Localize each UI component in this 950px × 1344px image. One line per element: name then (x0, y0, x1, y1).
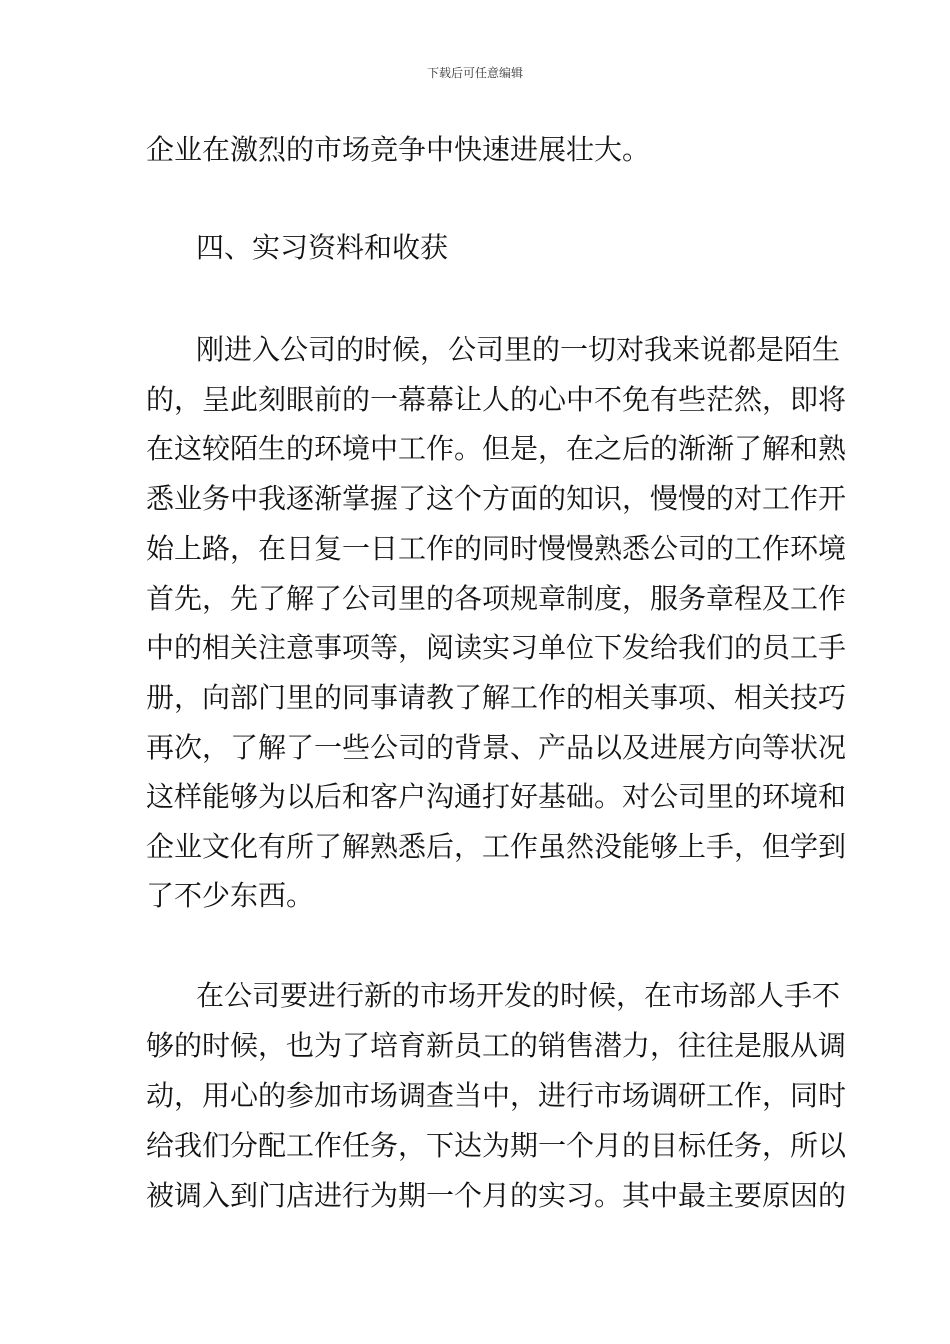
paragraph-line: 了不少东西。 (146, 879, 315, 912)
paragraph-line: 中的相关注意事项等，阅读实习单位下发给我们的员工手 (146, 631, 847, 664)
paragraph-line: 的，呈此刻眼前的一幕幕让人的心中不免有些茫然，即将 (146, 383, 847, 416)
section-heading: 四、实习资料和收获 (196, 231, 449, 264)
paragraph-line: 企业文化有所了解熟悉后，工作虽然没能够上手，但学到 (146, 830, 847, 863)
paragraph-line: 首先，先了解了公司里的各项规章制度，服务章程及工作 (146, 582, 847, 615)
page-header: 下载后可任意编辑 (426, 66, 523, 80)
paragraph-line: 在公司要进行新的市场开发的时候，在市场部人手不 (196, 979, 841, 1012)
paragraph-line: 始上路，在日复一日工作的同时慢慢熟悉公司的工作环境 (146, 532, 847, 565)
paragraph-line: 够的时候，也为了培育新员工的销售潜力，往往是服从调 (146, 1029, 847, 1062)
paragraph-line: 悉业务中我逐渐掌握了这个方面的知识，慢慢的对工作开 (146, 482, 847, 515)
paragraph-line: 这样能够为以后和客户沟通打好基础。对公司里的环境和 (146, 780, 847, 813)
paragraph-line: 在这较陌生的环境中工作。但是，在之后的渐渐了解和熟 (146, 432, 847, 465)
paragraph-line: 企业在激烈的市场竞争中快速进展壮大。 (146, 133, 651, 166)
paragraph-line: 被调入到门店进行为期一个月的实习。其中最主要原因的 (146, 1179, 847, 1212)
paragraph-line: 再次，了解了一些公司的背景、产品以及进展方向等状况 (146, 731, 847, 764)
paragraph-line: 刚进入公司的时候，公司里的一切对我来说都是陌生 (196, 333, 841, 366)
paragraph-line: 给我们分配工作任务，下达为期一个月的目标任务，所以 (146, 1129, 847, 1162)
paragraph-line: 册，向部门里的同事请教了解工作的相关事项、相关技巧 (146, 681, 847, 714)
paragraph-line: 动，用心的参加市场调查当中，进行市场调研工作，同时 (146, 1079, 847, 1112)
